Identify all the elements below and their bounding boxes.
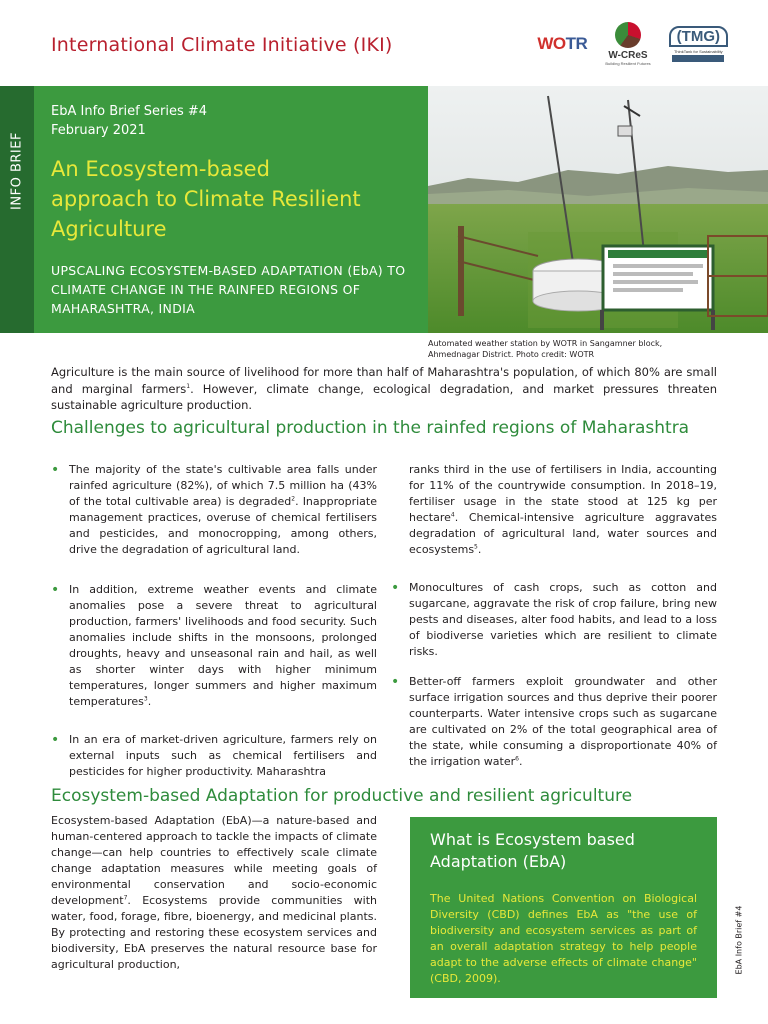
headline: An Ecosystem-based approach to Climate Resilient Agriculture <box>51 157 361 241</box>
partner-logos <box>537 22 728 66</box>
eba-paragraph: Ecosystem-based Adaptation (EbA)—a nature-based and human-centered approach to tackle the impacts of climate change—can help countries to effectively scale climate change adaptation measures while meeting goals of environmental conservation and socio-economic development$^7$. Ecosystems provide communities with water, food, forage, fibre, bioenergy, and medicinal plants. By protecting and restoring these ecosystem services and biodiversity, EbA preserves the natural resource base for agricultural production, <box>51 814 377 971</box>
series-name: EbA Info Brief Series #4 <box>51 104 208 119</box>
list-item: • The majority of the state's cultivable area falls under rainfed agriculture (82%), of which 7.5 million ha (43% of the total cultivable area) is degraded$^2$. Inappropriate management practices, overuse of chemical fertilisers and pesticides, and monocropping, among others, drive the degradation of agricultural land. <box>51 462 377 558</box>
list-item: • In an era of market-driven agriculture, farmers rely on external inputs such as chemical fertilisers and pesticides for higher productivity. Maharashtra <box>51 732 377 780</box>
box-title: What is Ecosystem based Adaptation (EbA) <box>430 830 635 871</box>
series-info <box>51 102 207 140</box>
wotr-logo: WOTR <box>537 34 588 53</box>
wcres-mark-icon <box>615 22 641 48</box>
list-item: • In addition, extreme weather events and climate anomalies pose a severe threat to agricultural production, farmers' livelihoods and food security. Such anomalies include shifts in the monsoons, prolonged droughts, heavy and unseasonal rain and hail, as well as shorter winter days with higher minimum temperatures, longer summers and higher maximum temperatures$^3$. <box>51 582 377 710</box>
list-item: • Monocultures of cash crops, such as cotton and sugarcane, aggravate the risk of crop failure, bring new pests and diseases, alter food habits, and lead to a loss of biodiverse varieties which are resilient to climate risks. <box>391 580 717 660</box>
weather-station-illustration <box>428 86 768 333</box>
challenges-heading: Challenges to agricultural production in the rainfed regions of Maharashtra <box>51 418 690 438</box>
photo-caption: Automated weather station by WOTR in Sangamner block, Ahmednagar District. Photo credit: WOTR <box>428 339 663 359</box>
subheadline: UPSCALING ECOSYSTEM-BASED ADAPTATION (EbA) TO CLIMATE CHANGE IN THE RAINFED REGIONS OF MAHARASHTRA, INDIA <box>51 263 406 316</box>
footer-side-note: EbA Info Brief #4 <box>734 905 744 975</box>
info-brief-label: INFO BRIEF <box>9 132 25 210</box>
eba-heading: Ecosystem-based Adaptation for productive and resilient agriculture <box>51 786 633 806</box>
weather-station-photo <box>428 86 768 333</box>
challenges-left-column <box>51 462 377 780</box>
intro-paragraph: Agriculture is the main source of livelihood for more than half of Maharashtra's population, of which 80% are small and marginal farmers$^1$. However, climate change, ecological degradation, and market pressures threaten sustainable agriculture production. <box>51 365 718 412</box>
box-body: The United Nations Convention on Biological Diversity (CBD) defines EbA as "the use of biodiversity and ecosystem services as part of an overall adaptation strategy to help people adapt to the adverse effects of climate change" (CBD, 2009). <box>430 892 697 985</box>
wcres-logo: W-CReS Building Resilient Futures <box>605 22 650 66</box>
challenges-right-column <box>391 462 717 770</box>
tmg-logo: (TMG) ThinkTank for Sustainability <box>669 26 728 62</box>
eba-definition-box <box>410 817 717 998</box>
tmg-bar <box>672 55 724 62</box>
series-date: February 2021 <box>51 123 146 138</box>
publisher-title: International Climate Initiative (IKI) <box>51 34 393 56</box>
list-item-continued: ranks third in the use of fertilisers in India, accounting for 11% of the countrywide consumption. In 2018–19, fertiliser usage in the state stood at 125 kg per hectare$^4$. Chemical-intensive agriculture aggravates degradation of agricultural land, water sources and ecosystems$^5$. <box>409 463 717 556</box>
list-item: • Better-off farmers exploit groundwater and other surface irrigation sources and thus deprive their poorer counterparts. Water intensive crops such as sugarcane are cultivated on 2% of the total geographical area of the state, while consuming a disproportionate 40% of the irrigation water$^6$. <box>391 674 717 770</box>
